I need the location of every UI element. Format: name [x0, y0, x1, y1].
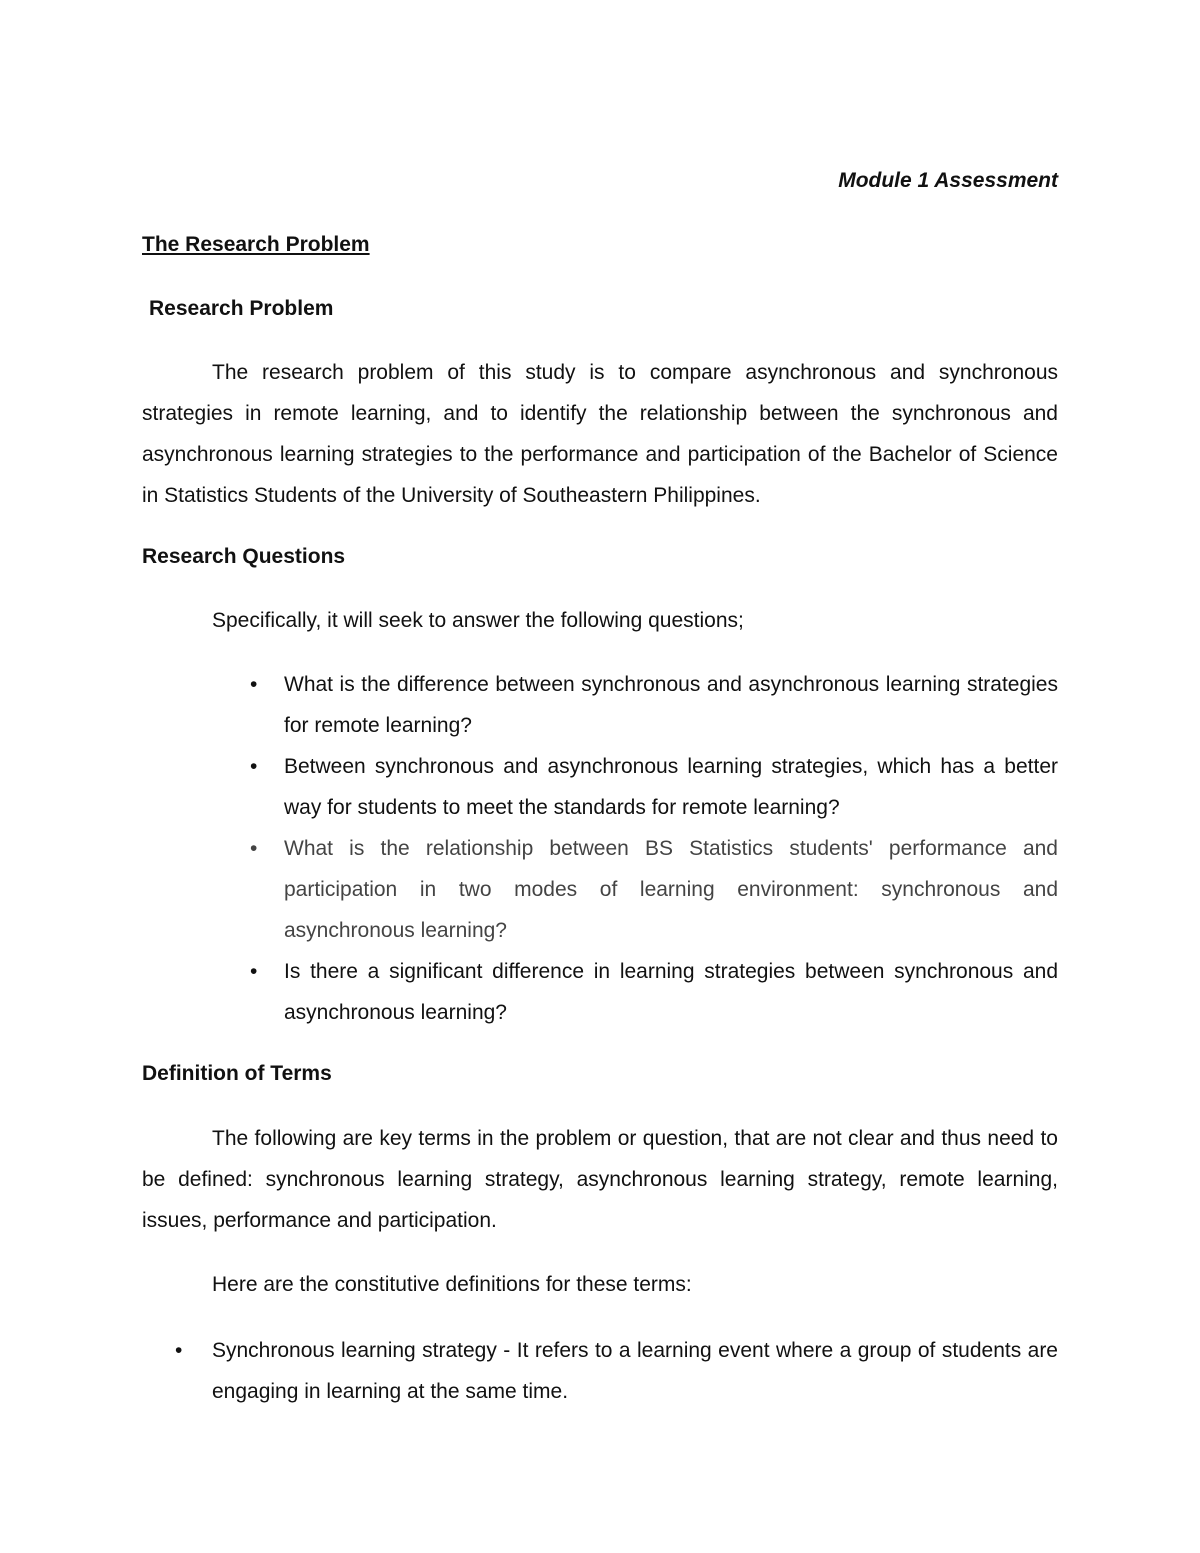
bullet-icon: • — [250, 960, 258, 983]
definition-of-terms-heading: Definition of Terms — [142, 1062, 332, 1085]
bullet-icon: • — [250, 673, 258, 696]
research-problem-heading: Research Problem — [149, 297, 334, 320]
module-title: Module 1 Assessment — [838, 169, 1058, 192]
bullet-icon: • — [250, 837, 258, 860]
research-questions-intro: Specifically, it will seek to answer the following questions; — [212, 609, 744, 632]
question-text: What is the relationship between BS Statistics students' performance and participation in two modes of learning environment: synchronous and asynchronous learning? — [284, 837, 1058, 942]
list-item — [142, 951, 1058, 1033]
research-problem-paragraph: The research problem of this study is to compare asynchronous and synchronous strategies in remote learning, and to identify the relationship between the synchronous and asynchronous learning strategies to the performance and participation of the Bachelor of Science in Statistics Students of the University of Southeastern Philippines. — [142, 361, 1058, 507]
definition-of-terms-paragraph: The following are key terms in the problem or question, that are not clear and thus need to be defined: synchronous learning strategy, asynchronous learning strategy, remote learning, issues, performance and participation. — [142, 1127, 1058, 1232]
question-text: Between synchronous and asynchronous learning strategies, which has a better way for students to meet the standards for remote learning? — [284, 755, 1058, 819]
list-item — [142, 664, 1058, 746]
research-questions-list — [142, 664, 1058, 1033]
list-item — [142, 746, 1058, 828]
main-title: The Research Problem — [142, 233, 370, 256]
question-text: What is the difference between synchronous and asynchronous learning strategies for remote learning? — [284, 673, 1058, 737]
definitions-intro: Here are the constitutive definitions for these terms: — [212, 1273, 692, 1296]
definitions-list — [142, 1330, 1058, 1412]
question-text: Is there a significant difference in learning strategies between synchronous and asynchronous learning? — [284, 960, 1058, 1024]
list-item — [142, 1330, 1058, 1412]
research-questions-heading: Research Questions — [142, 545, 346, 568]
list-item — [142, 828, 1058, 951]
bullet-icon: • — [250, 755, 258, 778]
bullet-icon: • — [175, 1339, 183, 1362]
definition-text: Synchronous learning strategy - It refers to a learning event where a group of students are engaging in learning at the same time. — [212, 1339, 1058, 1403]
